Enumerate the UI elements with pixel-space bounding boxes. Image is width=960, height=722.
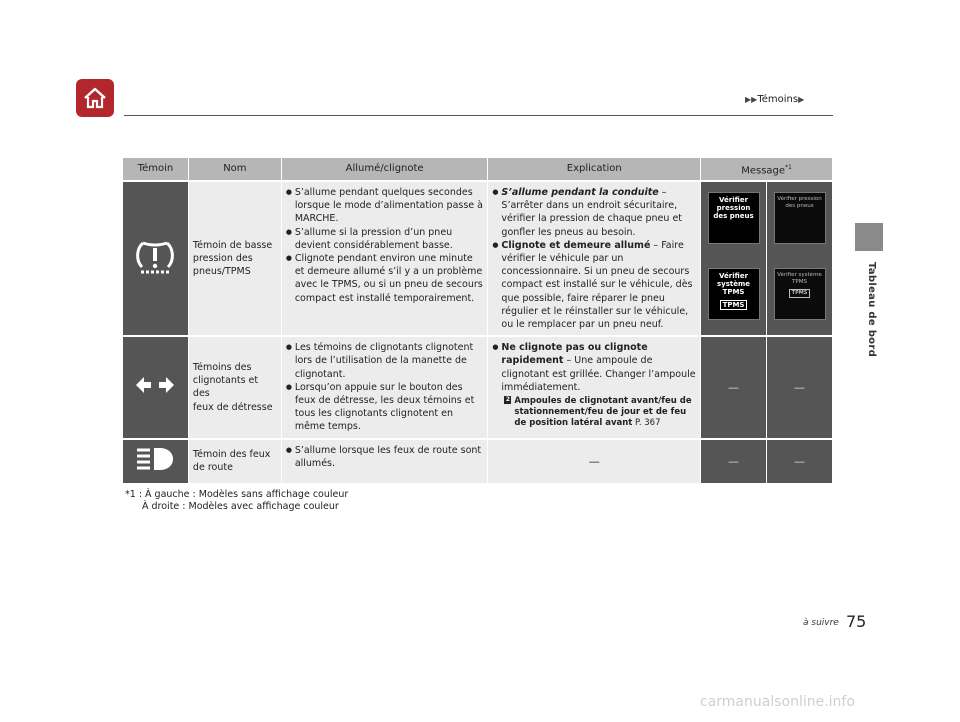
turn-signal-indicator-cell — [123, 335, 189, 437]
name-line: Témoins des — [192, 362, 252, 374]
message-screen-color — [774, 192, 826, 244]
high-beam-explanation: — — [488, 438, 701, 483]
list-item — [492, 186, 696, 239]
list-item: ● Les témoins de clignotants clignotent lors de l’utilisation de la manette de clignotant. — [286, 341, 484, 381]
high-beam-name — [189, 438, 282, 483]
turn-signal-on-conditions — [282, 335, 489, 437]
footnote — [125, 489, 348, 513]
high-beam-icon — [135, 446, 175, 472]
message-color-cell: — — [767, 335, 833, 437]
header-message-label: Message — [741, 165, 786, 177]
breadcrumb-label[interactable]: Témoins — [757, 94, 799, 105]
indicator-table — [123, 158, 833, 483]
tpms-on-conditions — [282, 180, 489, 335]
list-item: ● S’allume si la pression d’un pneu devient considérablement basse. — [286, 226, 484, 252]
tpms-badge: TPMS — [789, 289, 811, 298]
table-header-row — [123, 158, 833, 180]
message-screen-mono — [708, 192, 760, 244]
tpms-explanation — [488, 180, 701, 335]
turn-signal-icon — [135, 375, 175, 395]
message-mono-cell — [701, 180, 767, 335]
reference-page[interactable]: P. 367 — [632, 418, 661, 429]
explanation-text: – Faire vérifier le véhicule par un concessionnaire. Si un pneu de secours compact est installé sur le véhicule, dès que possible, faire réparer le pneu régulier et le réinstaller sur le véhicule, ou le remplacer par un pneu neuf. — [501, 239, 693, 331]
list-item — [492, 239, 696, 331]
message-mono-cell: — — [701, 335, 767, 437]
name-line: pneus/TPMS — [192, 266, 251, 278]
name-line: feux de détresse — [192, 401, 273, 413]
list-item — [492, 341, 696, 394]
message-text: Vérifier pression des pneus — [713, 196, 754, 220]
header-temoin: Témoin — [123, 158, 189, 180]
tpms-badge: TPMS — [720, 300, 748, 310]
turn-signal-explanation — [488, 335, 701, 437]
header-message — [701, 158, 833, 180]
section-tab[interactable] — [855, 223, 883, 251]
list-item: ● Clignote pendant environ une minute et demeure allumé s’il y a un problème avec le TPMS, ou si un pneu de secours compact est installé temporairement. — [286, 252, 484, 305]
name-line: Témoin des feux — [192, 448, 271, 460]
tpms-warning-icon — [133, 237, 177, 277]
message-color-cell: — — [767, 438, 833, 483]
section-label: Tableau de bord — [866, 262, 877, 358]
table-row — [123, 180, 833, 335]
footnote-line: *1 : À gauche : Modèles sans affichage couleur — [125, 489, 349, 500]
breadcrumb-arrow: ▶ — [798, 95, 805, 104]
message-text: Vérifier système TPMS — [777, 272, 822, 285]
message-screen-color — [774, 268, 826, 320]
message-screen-mono — [708, 268, 760, 320]
breadcrumb[interactable] — [745, 94, 804, 105]
message-mono-cell: — — [701, 438, 767, 483]
explanation-term: S’allume pendant la conduite — [501, 187, 659, 198]
name-line: de route — [192, 462, 233, 474]
message-color-cell — [767, 180, 833, 335]
name-line: clignotants et des — [192, 375, 259, 400]
list-item: ● S’allume pendant quelques secondes lorsque le mode d’alimentation passe à MARCHE. — [286, 186, 484, 226]
page-reference-link[interactable] — [492, 396, 696, 429]
list-item: ● S’allume lorsque les feux de route sont allumés. — [286, 444, 484, 470]
turn-signal-name — [189, 335, 282, 437]
high-beam-on-conditions — [282, 438, 489, 483]
header-message-note: *1 — [785, 163, 792, 171]
home-icon — [82, 86, 108, 110]
tpms-name — [189, 180, 282, 335]
reference-arrow-icon: 2 — [505, 396, 511, 404]
watermark: carmanualsonline.info — [700, 694, 855, 710]
explanation-term: Clignote et demeure allumé — [501, 239, 651, 251]
header-allume: Allumé/clignote — [282, 158, 489, 180]
table-row — [123, 438, 833, 483]
footnote-line: À droite : Modèles avec affichage couleur — [142, 501, 339, 512]
message-text: Vérifier système TPMS — [717, 272, 751, 296]
home-button[interactable] — [76, 79, 114, 117]
high-beam-indicator-cell — [123, 438, 189, 483]
list-item: ● Lorsqu’on appuie sur le bouton des feux de détresse, les deux témoins et tous les clignotants clignotent en même temps. — [286, 381, 484, 434]
explanation-text: – S’arrêter dans un endroit sécuritaire, vérifier la pression de chaque pneu et gonfler les pneus au besoin. — [501, 187, 683, 238]
breadcrumb-arrows: ▶▶ — [745, 95, 758, 104]
header-explication: Explication — [488, 158, 701, 180]
name-line: Témoin de basse — [192, 239, 273, 251]
header-rule — [124, 115, 833, 116]
continued-label: à suivre — [803, 618, 839, 628]
message-text: Vérifier pression des pneus — [777, 196, 822, 209]
header-nom: Nom — [189, 158, 282, 180]
tpms-indicator-cell — [123, 180, 189, 335]
page-number: 75 — [846, 612, 867, 631]
reference-text[interactable]: Ampoules de clignotant avant/feu de stationnement/feu de jour et de feu de position latéral avant — [514, 396, 692, 429]
explanation-term: Ne clignote pas ou clignote rapidement — [501, 342, 648, 367]
name-line: pression des — [192, 253, 253, 265]
explanation-text: – Une ampoule de clignotant est grillée. Changer l’ampoule immédiatement. — [501, 355, 696, 393]
table-row — [123, 335, 833, 437]
